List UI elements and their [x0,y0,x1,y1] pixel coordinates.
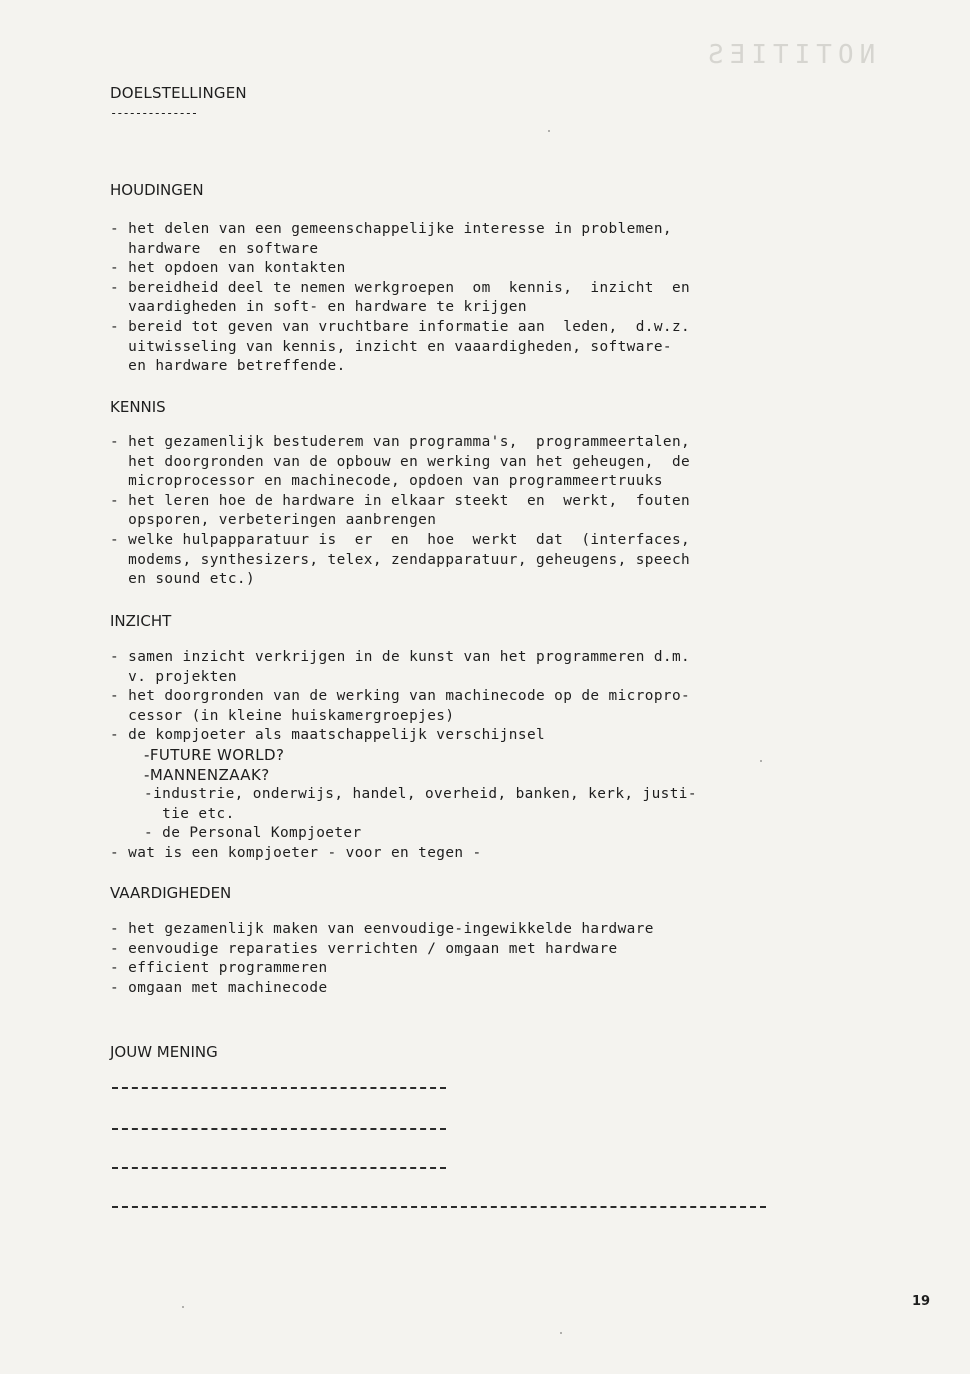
inzicht-sub-line: - de Personal Kompjoeter [144,825,362,842]
kennis-line: - het leren hoe de hardware in elkaar steekt en werkt, fouten [110,492,691,509]
answer-line [112,1206,766,1208]
vaardigheden-line: - efficient programmeren [110,960,328,977]
inzicht-line: - samen inzicht verkrijgen in de kunst van het programmeren d.m. [110,649,691,665]
page-title: DOELSTELLINGEN [110,84,247,102]
page-number: 19 [912,1294,931,1309]
houdingen-line: - het delen van een gemeenschappelijke interesse in problemen, [110,221,672,237]
houdingen-line: - bereidheid deel te nemen werkgroepen om kennis, inzicht en [110,279,691,296]
section-inzicht [110,648,870,864]
paper-speck [760,760,762,762]
kennis-line: opsporen, verbeteringen aanbrengen [110,512,437,529]
houdingen-line: - het opdoen van kontakten [110,260,346,277]
section-heading-kennis: KENNIS [110,398,166,416]
vaardigheden-line: - het gezamenlijk maken van eenvoudige-ingewikkelde hardware [110,921,654,937]
answer-line [112,1087,446,1089]
inzicht-sub-line: -industrie, onderwijs, handel, overheid, banken, kerk, justi- [144,786,697,803]
kennis-line: en sound etc.) [110,571,256,588]
kennis-line: het doorgronden van de opbouw en werking van het geheugen, de [110,453,691,470]
kennis-line: microprocessor en machinecode, opdoen van programmeertruuks [110,473,663,490]
paper-speck [560,1332,562,1334]
paper-speck [548,130,550,132]
section-heading-vaardigheden: VAARDIGHEDEN [110,884,232,902]
houdingen-line: en hardware betreffende. [110,358,346,375]
bleed-through-text: NOTITIES [701,40,875,70]
kennis-line: - welke hulpapparatuur is er en hoe werkt dat (interfaces, [110,531,691,548]
inzicht-line: - de kompjoeter als maatschappelijk verschijnsel [110,727,546,744]
houdingen-line: hardware en software [110,240,319,257]
inzicht-line: v. projekten [110,668,237,685]
inzicht-line: cessor (in kleine huiskamergroepjes) [110,707,455,724]
houdingen-line: - bereid tot geven van vruchtbare informatie aan leden, d.w.z. [110,318,691,335]
houdingen-line: vaardigheden in soft- en hardware te krijgen [110,299,527,316]
vaardigheden-line: - omgaan met machinecode [110,979,328,996]
inzicht-sub-line: tie etc. [144,805,235,822]
inzicht-sub-line: -FUTURE WORLD? [144,745,285,764]
section-vaardigheden [110,920,870,998]
kennis-line: - het gezamenlijk bestuderem van programma's, programmeertalen, [110,434,691,450]
inzicht-sub-line: -MANNENZAAK? [144,765,270,784]
paper-speck [182,1306,184,1308]
section-kennis [110,433,870,590]
title-underline: -------------- [110,106,198,120]
section-heading-houdingen: HOUDINGEN [110,181,204,199]
houdingen-line: uitwisseling van kennis, inzicht en vaaardigheden, software- [110,338,672,355]
section-houdingen [110,220,870,377]
section-heading-jouw-mening: JOUW MENING [110,1043,218,1061]
answer-line [112,1167,446,1169]
inzicht-line: - het doorgronden van de werking van machinecode op de micropro- [110,688,691,705]
section-heading-inzicht: INZICHT [110,612,172,630]
answer-line [112,1128,446,1130]
vaardigheden-line: - eenvoudige reparaties verrichten / omgaan met hardware [110,940,618,957]
kennis-line: modems, synthesizers, telex, zendapparatuur, geheugens, speech [110,551,691,568]
inzicht-line: - wat is een kompjoeter - voor en tegen - [110,844,482,861]
